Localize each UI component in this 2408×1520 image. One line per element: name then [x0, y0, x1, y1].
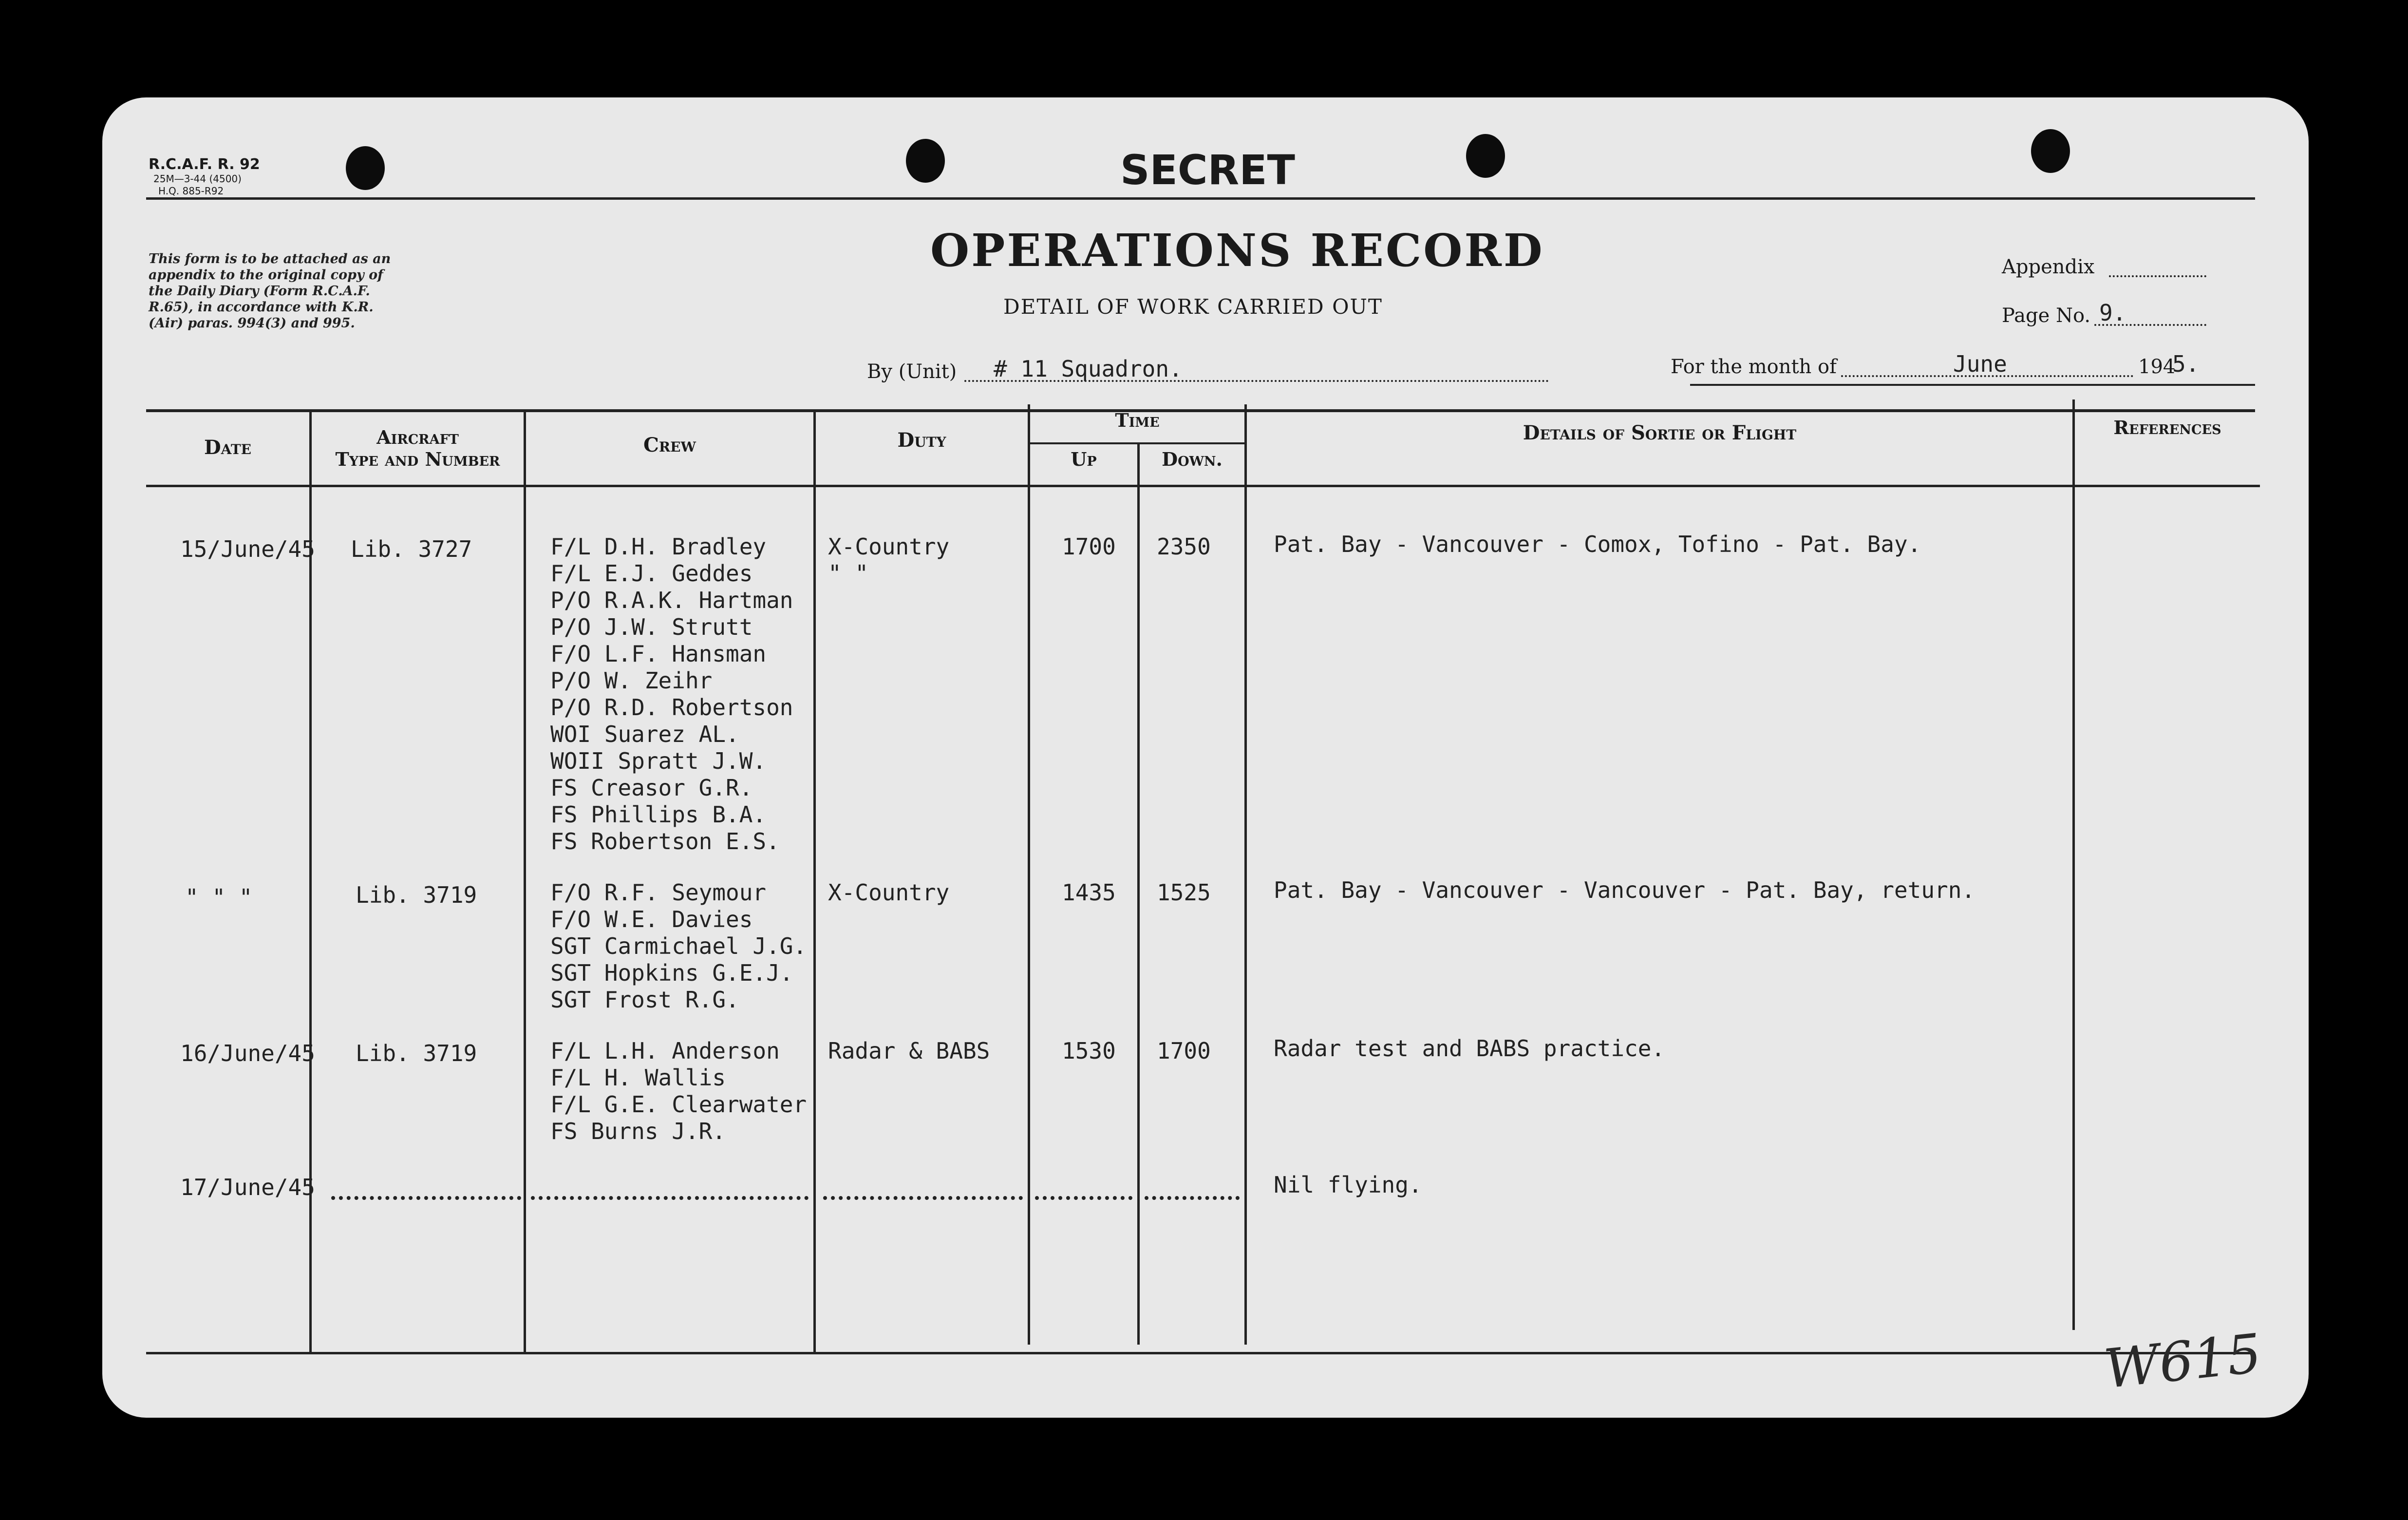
page-label: Page No. [2002, 304, 2091, 327]
entry-time-up: 1700 [1062, 533, 1116, 560]
nil-dots-aircraft [331, 1196, 521, 1200]
col-references-header: References [2113, 417, 2221, 438]
crew-member: FS Robertson E.S. [550, 828, 780, 855]
nil-dots-duty [823, 1196, 1023, 1200]
entry-time-down: 1525 [1157, 879, 1211, 906]
top-rule [146, 197, 2255, 200]
entry-aircraft: Lib. 3727 [351, 536, 472, 562]
col-rule-7 [2072, 399, 2075, 1330]
form-number: R.C.A.F. R. 92 [149, 156, 260, 173]
nil-dots-up [1035, 1196, 1132, 1200]
entry-duty-ditto: " " [828, 560, 869, 587]
crew-member: WOII Spratt J.W. [550, 748, 767, 774]
crew-member: FS Burns J.R. [550, 1118, 726, 1144]
entry-time-down: 1700 [1157, 1038, 1211, 1064]
col-rule-3 [813, 412, 816, 1352]
nil-dots-down [1145, 1196, 1240, 1200]
unit-value: # 11 Squadron. [994, 356, 1183, 382]
header-bottom-rule [146, 485, 2260, 487]
col-details-header: Details of Sortie or Flight [1523, 421, 1797, 444]
page-title: OPERATIONS RECORD [930, 224, 1544, 277]
entry-crew-list [550, 879, 807, 1013]
col-rule-4 [1028, 404, 1030, 1345]
entry-aircraft: Lib. 3719 [356, 1040, 477, 1066]
entry-date: " " " [185, 884, 253, 911]
crew-member: P/O W. Zeihr [550, 667, 713, 694]
appendix-label: Appendix [2002, 256, 2095, 278]
crew-member: F/L H. Wallis [550, 1064, 726, 1091]
crew-member: FS Phillips B.A. [550, 801, 767, 828]
form-note: This form is to be attached as an appendix to the original copy of the Daily Diary (Form R.C.A.F. R.65), in accordance with K.R. (Air) paras. 994(3) and 995. [149, 251, 391, 331]
crew-member: F/L D.H. Bradley [550, 533, 767, 560]
punch-hole-2 [906, 139, 945, 183]
entry-date: 15/June/45 [180, 536, 315, 562]
time-split-rule [1028, 442, 1247, 444]
col-aircraft-header-1: Aircraft [376, 426, 459, 448]
entry-details: Nil flying. [1274, 1172, 1422, 1198]
entry-aircraft: Lib. 3719 [356, 882, 477, 908]
header-rule-1 [1690, 384, 2255, 386]
crew-member: F/L G.E. Clearwater [550, 1091, 807, 1118]
crew-member: SGT Frost R.G. [550, 987, 739, 1013]
col-rule-5 [1137, 443, 1140, 1345]
month-label: For the month of [1671, 356, 1837, 378]
crew-member: F/O W.E. Davies [550, 906, 753, 932]
col-date-header: Date [204, 436, 252, 459]
col-aircraft-header-2: Type and Number [335, 448, 500, 470]
classification-heading: SECRET [1120, 146, 1295, 194]
entry-crew-list [550, 533, 793, 855]
punch-hole-3 [1466, 134, 1505, 178]
crew-member: P/O R.D. Robertson [550, 694, 793, 721]
month-value: June [1953, 351, 2007, 377]
page-number: 9. [2099, 300, 2126, 326]
crew-member: P/O R.A.K. Hartman [550, 587, 793, 613]
col-rule-2 [524, 412, 526, 1352]
crew-member: SGT Carmichael J.G. [550, 933, 807, 959]
punch-hole-1 [346, 146, 385, 190]
page-subtitle: DETAIL OF WORK CARRIED OUT [1003, 295, 1383, 319]
crew-member: SGT Hopkins G.E.J. [550, 960, 793, 986]
punch-hole-4 [2031, 129, 2070, 173]
entry-duty: X-Country [828, 879, 950, 906]
crew-member: WOI Suarez AL. [550, 721, 739, 747]
bottom-rule [146, 1352, 2255, 1354]
unit-label: By (Unit) [867, 361, 957, 383]
entry-details: Pat. Bay - Vancouver - Comox, Tofino - Pat. Bay. [1274, 531, 1921, 557]
entry-details: Radar test and BABS practice. [1274, 1035, 1665, 1062]
form-code-1: 25M—3-44 (4500) [153, 173, 242, 185]
col-crew-header: Crew [643, 434, 696, 456]
entry-date: 17/June/45 [180, 1174, 315, 1200]
crew-member: F/L L.H. Anderson [550, 1038, 780, 1064]
appendix-dots [2109, 275, 2206, 277]
year-value: 5. [2172, 351, 2200, 377]
entry-duty: Radar & BABS [828, 1038, 990, 1064]
crew-member: F/L E.J. Geddes [550, 560, 753, 587]
entry-time-down: 2350 [1157, 533, 1211, 560]
col-rule-6 [1244, 404, 1247, 1345]
form-code-2: H.Q. 885-R92 [158, 185, 224, 197]
col-duty-header: Duty [897, 429, 946, 452]
col-down-header: Down. [1162, 448, 1223, 470]
year-prefix: 194 [2138, 356, 2176, 378]
record-card [102, 97, 2309, 1418]
nil-dots-crew [531, 1196, 809, 1200]
entry-details: Pat. Bay - Vancouver - Vancouver - Pat. Bay, return. [1274, 877, 1975, 903]
col-time-header: Time [1115, 409, 1160, 431]
crew-member: P/O J.W. Strutt [550, 614, 753, 640]
crew-member: F/O R.F. Seymour [550, 879, 767, 906]
entry-time-up: 1435 [1062, 879, 1116, 906]
entry-duty: X-Country [828, 533, 950, 560]
crew-member: FS Creasor G.R. [550, 775, 753, 801]
entry-date: 16/June/45 [180, 1040, 315, 1066]
entry-crew-list [550, 1038, 807, 1145]
handwritten-mark: W615 [2101, 1322, 2264, 1401]
crew-member: F/O L.F. Hansman [550, 641, 767, 667]
col-up-header: Up [1071, 448, 1097, 470]
entry-time-up: 1530 [1062, 1038, 1116, 1064]
